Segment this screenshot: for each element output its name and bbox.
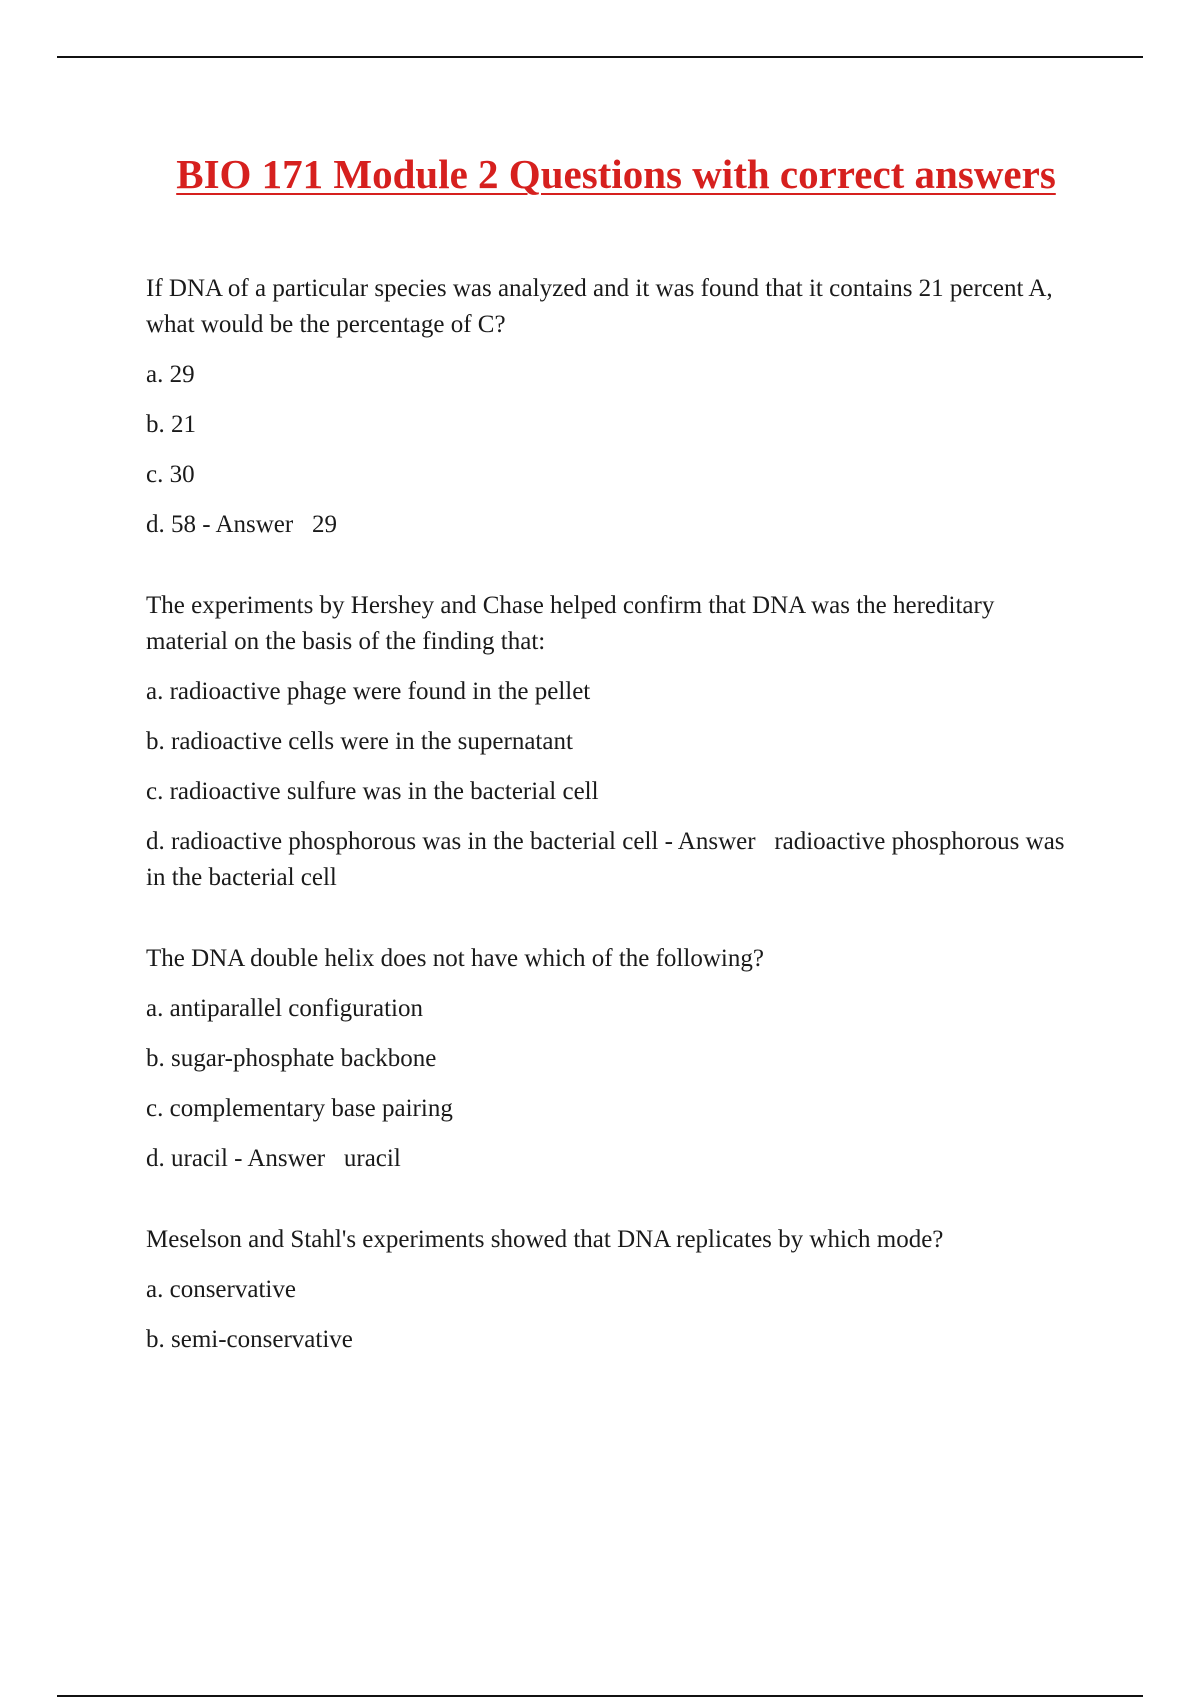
question-list [146,271,1066,1403]
option-a: a. antiparallel configuration [146,995,423,1022]
option-d: d. uracil [146,1145,228,1172]
question-4 [146,1222,1066,1358]
option-c: c. radioactive sulfure was in the bacterial cell [146,778,599,805]
question-1 [146,271,1066,543]
option-d: d. 58 [146,511,196,538]
option-c: c. complementary base pairing [146,1095,453,1122]
top-rule [57,56,1143,58]
option-c: c. 30 [146,461,195,488]
page-title: BIO 171 Module 2 Questions with correct answers [176,151,1056,197]
bottom-rule [57,1695,1143,1697]
option-d: d. radioactive phosphorous was in the bacterial cell [146,828,659,855]
option-a: a. 29 [146,361,195,388]
option-b: b. 21 [146,411,196,438]
option-b: b. sugar-phosphate backbone [146,1045,437,1072]
answer-label: - Answer [196,511,312,538]
answer-label: - Answer [658,828,775,855]
option-b: b. radioactive cells were in the supernatant [146,728,573,755]
question-2 [146,588,1066,896]
answer-text: radioactive phosphorous was in the bacterial cell [146,828,1065,891]
option-d-with-answer [146,507,1066,543]
question-3 [146,941,1066,1177]
answer-text: 29 [311,511,337,538]
question-text: Meselson and Stahl's experiments showed that DNA replicates by which mode? [146,1226,944,1253]
question-text: If DNA of a particular species was analyzed and it was found that it contains 21 percent A, what would be the percentage of C? [146,275,1053,338]
answer-text: uracil [343,1145,401,1172]
option-d-with-answer [146,1141,1066,1177]
option-a: a. conservative [146,1276,296,1303]
question-text: The experiments by Hershey and Chase helped confirm that DNA was the hereditary material on the basis of the finding that: [146,592,995,655]
option-a: a. radioactive phage were found in the pellet [146,678,591,705]
question-text: The DNA double helix does not have which of the following? [146,945,764,972]
answer-label: - Answer [227,1145,344,1172]
option-b: b. semi-conservative [146,1326,353,1353]
option-d-with-answer [146,824,1066,896]
